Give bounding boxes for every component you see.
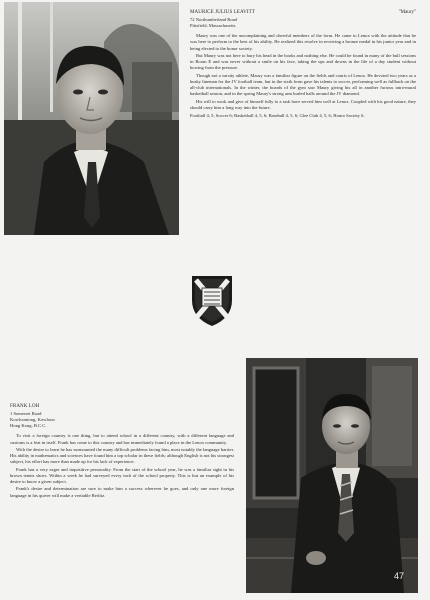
bio-loh <box>10 404 234 500</box>
bio-paragraph: Frank has a very eager and inquisitive personality. From the start of the school year, he was a familiar sight in his brown tennis shoes. Within a week he had surveyed every inch of the school property. This is but an example of his desire to know a given subject. <box>10 466 234 484</box>
bio-paragraph: His will to work and give of himself fully to a task have served him well at Lenox. Coupled with his good nature, they should carry him a long way into the future. <box>190 98 416 110</box>
bio-paragraph: To visit a foreign country is one thing, but to attend school in a different country, with a different language and customs is a feat in itself. Frank has come to this country and has immediately found a place in the Lenox community. <box>10 433 234 445</box>
portrait-photo-bottom <box>246 358 418 593</box>
student-name: MAURICE JULIUS LEAVITT <box>190 10 255 15</box>
activities-list: Football 4, 5; Soccer 6; Basketball 4, 5, 6; Baseball 4, 5, 6; Glee Club 4, 5, 6; Honor Society 6. <box>190 112 365 118</box>
bio-paragraph: Maury was one of the uncomplaining and cheerful members of the form. He came to Lenox with the attitude that he was here to perform to the best of his ability. He realized this resolve in receiving a bronze medal in his junior year and in being elected to the honor society. <box>190 33 416 51</box>
address-line: Kowloontong, Kowloon <box>10 416 55 422</box>
portrait-image-top <box>4 2 179 235</box>
nickname: "Maury" <box>398 10 416 15</box>
bio-paragraph: But Maury was not here to bury his head in the books and nothing else. He could be found in many of the bull sessions in Room E and was never without a smile on his face, taking the ups and downs in the life of a day student without bowing from the pressure. <box>190 52 416 71</box>
student-name: FRANK LOH <box>10 404 40 409</box>
address-line: Hong Kong, B.C.C. <box>10 423 47 429</box>
bio-paragraph: Though not a varsity athlete, Maury was a familiar figure on the fields and courts of Lenox. He devoted two years as a husky lineman for the JV football team, but in the sixth form gave his talents to soccer, performing well as fullback on the all-club internationals. In the winter, the boards of the gym saw Maury giving his all in another furious intra-mural basketball season, and in the spring Maury's strong arm hurled balls around the JV diamond. <box>190 72 416 97</box>
page-number: 47 <box>393 571 404 581</box>
bio-paragraph: Frank's desire and determination are sure to make him a success wherever he goes, and only one more foreign language in his quiver will make a veritable Berlitz. <box>10 486 234 498</box>
portrait-image-bottom <box>246 358 418 593</box>
address-line: Pittsfield, Massachusetts <box>190 22 236 28</box>
address-line: 72 Northumberland Road <box>190 16 237 22</box>
bio-paragraph: With the desire to learn he has surmounted the many difficult problems facing him, most notably the language barrier. His ability in mathematics and sciences have found him a top scholar in these fields; although English is not his strongest subject, his effort has more than made up for his lack of experience. <box>10 446 234 465</box>
bio-leavitt <box>190 10 416 120</box>
crest-icon <box>188 272 236 328</box>
address-line: 1 Somerset Road <box>10 410 42 416</box>
school-crest <box>188 272 236 328</box>
portrait-photo-top <box>4 2 179 235</box>
